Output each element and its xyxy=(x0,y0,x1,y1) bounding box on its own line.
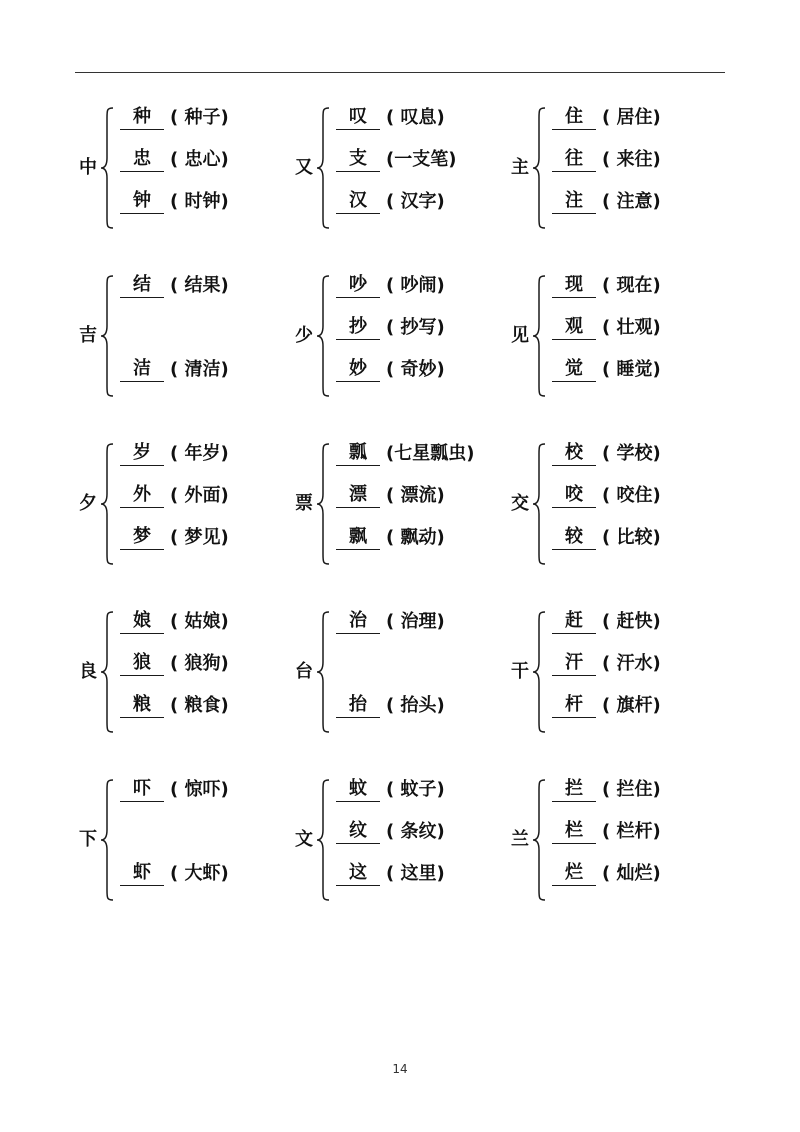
example-word: ( 惊吓) xyxy=(170,779,229,800)
entry-row xyxy=(336,862,511,886)
entry-row xyxy=(120,274,295,298)
brace-icon xyxy=(100,442,114,566)
entry-row xyxy=(552,358,727,382)
example-word: ( 抬头) xyxy=(386,695,445,716)
brace-icon xyxy=(100,778,114,902)
brace-icon xyxy=(100,274,114,398)
example-word: ( 大虾) xyxy=(170,863,229,884)
root-character: 兰 xyxy=(511,829,529,850)
entry-row xyxy=(120,610,295,634)
example-word: ( 条纹) xyxy=(386,821,445,842)
entry-row xyxy=(120,190,295,214)
entry-row xyxy=(336,820,511,844)
root-character: 中 xyxy=(79,157,97,178)
entry-row xyxy=(552,106,727,130)
answer-blank[interactable]: 吓 xyxy=(120,778,164,802)
answer-blank[interactable]: 漂 xyxy=(336,484,380,508)
example-word: ( 时钟) xyxy=(170,191,229,212)
entry-row xyxy=(552,778,727,802)
example-word: ( 睡觉) xyxy=(602,359,661,380)
entry-row xyxy=(552,694,727,718)
answer-blank[interactable]: 现 xyxy=(552,274,596,298)
example-word: ( 飘动) xyxy=(386,527,445,548)
entry-row xyxy=(336,190,511,214)
example-word: ( 外面) xyxy=(170,485,229,506)
entry-row xyxy=(120,442,295,466)
word-group xyxy=(508,610,728,740)
entry-row xyxy=(552,484,727,508)
entry-row xyxy=(120,106,295,130)
example-word: ( 叹息) xyxy=(386,107,445,128)
answer-blank[interactable]: 抬 xyxy=(336,694,380,718)
word-group xyxy=(76,274,296,404)
answer-blank[interactable]: 治 xyxy=(336,610,380,634)
answer-blank[interactable]: 忠 xyxy=(120,148,164,172)
entry-row xyxy=(120,694,295,718)
word-group xyxy=(508,106,728,236)
word-group xyxy=(292,106,512,236)
entry-row xyxy=(120,148,295,172)
answer-blank[interactable]: 虾 xyxy=(120,862,164,886)
example-word: ( 种子) xyxy=(170,107,229,128)
word-group xyxy=(76,778,296,908)
root-character: 台 xyxy=(295,661,313,682)
entry-row xyxy=(336,694,511,718)
example-word: ( 忠心) xyxy=(170,149,229,170)
entry-row xyxy=(120,526,295,550)
example-word: ( 灿烂) xyxy=(602,863,661,884)
entry-row xyxy=(552,862,727,886)
answer-blank[interactable]: 赶 xyxy=(552,610,596,634)
answer-blank[interactable]: 种 xyxy=(120,106,164,130)
brace-icon xyxy=(532,778,546,902)
word-group xyxy=(76,442,296,572)
answer-blank[interactable]: 注 xyxy=(552,190,596,214)
entry-row xyxy=(336,316,511,340)
answer-blank[interactable]: 洁 xyxy=(120,358,164,382)
example-word: ( 清洁) xyxy=(170,359,229,380)
entry-row xyxy=(336,106,511,130)
entry-row xyxy=(120,862,295,886)
example-word: ( 汉字) xyxy=(386,191,445,212)
entry-row xyxy=(552,820,727,844)
answer-blank[interactable]: 杆 xyxy=(552,694,596,718)
word-group xyxy=(508,274,728,404)
example-word: ( 注意) xyxy=(602,191,661,212)
entry-row xyxy=(336,442,511,466)
answer-blank[interactable]: 飘 xyxy=(336,526,380,550)
word-group xyxy=(292,778,512,908)
top-rule xyxy=(75,72,725,73)
entry-row xyxy=(552,316,727,340)
root-character: 见 xyxy=(511,325,529,346)
entry-row xyxy=(552,652,727,676)
root-character: 下 xyxy=(79,829,97,850)
entry-row xyxy=(552,148,727,172)
answer-blank[interactable]: 狼 xyxy=(120,652,164,676)
answer-blank[interactable]: 瓢 xyxy=(336,442,380,466)
example-word: ( 这里) xyxy=(386,863,445,884)
answer-blank[interactable]: 烂 xyxy=(552,862,596,886)
answer-blank[interactable]: 住 xyxy=(552,106,596,130)
answer-blank[interactable]: 纹 xyxy=(336,820,380,844)
example-word: ( 蚊子) xyxy=(386,779,445,800)
entry-row xyxy=(336,358,511,382)
answer-blank[interactable]: 校 xyxy=(552,442,596,466)
answer-blank[interactable]: 外 xyxy=(120,484,164,508)
answer-blank[interactable]: 汗 xyxy=(552,652,596,676)
entry-row xyxy=(336,274,511,298)
answer-blank[interactable]: 栏 xyxy=(552,820,596,844)
entry-row xyxy=(336,484,511,508)
entry-row xyxy=(336,610,511,634)
answer-blank[interactable]: 拦 xyxy=(552,778,596,802)
answer-blank[interactable]: 往 xyxy=(552,148,596,172)
example-word: ( 粮食) xyxy=(170,695,229,716)
entry-row xyxy=(120,484,295,508)
root-character: 良 xyxy=(79,661,97,682)
entry-row xyxy=(552,442,727,466)
entry-row xyxy=(120,652,295,676)
brace-icon xyxy=(316,274,330,398)
example-word: ( 姑娘) xyxy=(170,611,229,632)
example-word: ( 比较) xyxy=(602,527,661,548)
root-character: 主 xyxy=(511,157,529,178)
example-word: ( 梦见) xyxy=(170,527,229,548)
entry-row xyxy=(120,778,295,802)
answer-blank[interactable]: 支 xyxy=(336,148,380,172)
entry-row xyxy=(336,778,511,802)
entry-row xyxy=(336,526,511,550)
word-group xyxy=(292,442,512,572)
answer-blank[interactable]: 粮 xyxy=(120,694,164,718)
answer-blank[interactable]: 汉 xyxy=(336,190,380,214)
answer-blank[interactable]: 妙 xyxy=(336,358,380,382)
example-word: ( 栏杆) xyxy=(602,821,661,842)
example-word: ( 年岁) xyxy=(170,443,229,464)
brace-icon xyxy=(316,778,330,902)
brace-icon xyxy=(316,106,330,230)
example-word: ( 学校) xyxy=(602,443,661,464)
example-word: (一支笔) xyxy=(386,149,457,170)
example-word: (七星瓢虫) xyxy=(386,443,475,464)
entry-row xyxy=(552,610,727,634)
word-group xyxy=(292,274,512,404)
entry-row xyxy=(552,190,727,214)
root-character: 文 xyxy=(295,829,313,850)
answer-blank[interactable]: 观 xyxy=(552,316,596,340)
brace-icon xyxy=(532,442,546,566)
word-group xyxy=(76,106,296,236)
word-group xyxy=(76,610,296,740)
example-word: ( 拦住) xyxy=(602,779,661,800)
example-word: ( 旗杆) xyxy=(602,695,661,716)
example-word: ( 赶快) xyxy=(602,611,661,632)
root-character: 又 xyxy=(295,157,313,178)
root-character: 干 xyxy=(511,661,529,682)
answer-blank[interactable]: 蚊 xyxy=(336,778,380,802)
example-word: ( 漂流) xyxy=(386,485,445,506)
word-group xyxy=(292,610,512,740)
example-word: ( 吵闹) xyxy=(386,275,445,296)
answer-blank[interactable]: 结 xyxy=(120,274,164,298)
example-word: ( 来往) xyxy=(602,149,661,170)
brace-icon xyxy=(316,442,330,566)
example-word: ( 咬住) xyxy=(602,485,661,506)
brace-icon xyxy=(100,610,114,734)
root-character: 交 xyxy=(511,493,529,514)
root-character: 吉 xyxy=(79,325,97,346)
entry-row xyxy=(120,358,295,382)
example-word: ( 奇妙) xyxy=(386,359,445,380)
answer-blank[interactable]: 咬 xyxy=(552,484,596,508)
word-group xyxy=(508,778,728,908)
answer-blank[interactable]: 钟 xyxy=(120,190,164,214)
answer-blank[interactable]: 娘 xyxy=(120,610,164,634)
answer-blank[interactable]: 叹 xyxy=(336,106,380,130)
root-character: 票 xyxy=(295,493,313,514)
answer-blank[interactable]: 梦 xyxy=(120,526,164,550)
example-word: ( 治理) xyxy=(386,611,445,632)
answer-blank[interactable]: 这 xyxy=(336,862,380,886)
example-word: ( 抄写) xyxy=(386,317,445,338)
answer-blank[interactable]: 吵 xyxy=(336,274,380,298)
example-word: ( 居住) xyxy=(602,107,661,128)
example-word: ( 壮观) xyxy=(602,317,661,338)
brace-icon xyxy=(532,106,546,230)
brace-icon xyxy=(100,106,114,230)
answer-blank[interactable]: 较 xyxy=(552,526,596,550)
page-number: 14 xyxy=(392,1062,408,1076)
example-word: ( 结果) xyxy=(170,275,229,296)
example-word: ( 现在) xyxy=(602,275,661,296)
entry-row xyxy=(552,274,727,298)
brace-icon xyxy=(532,610,546,734)
example-word: ( 汗水) xyxy=(602,653,661,674)
entry-row xyxy=(336,148,511,172)
example-word: ( 狼狗) xyxy=(170,653,229,674)
brace-icon xyxy=(532,274,546,398)
answer-blank[interactable]: 抄 xyxy=(336,316,380,340)
answer-blank[interactable]: 觉 xyxy=(552,358,596,382)
word-group xyxy=(508,442,728,572)
root-character: 夕 xyxy=(79,493,97,514)
brace-icon xyxy=(316,610,330,734)
answer-blank[interactable]: 岁 xyxy=(120,442,164,466)
root-character: 少 xyxy=(295,325,313,346)
entry-row xyxy=(552,526,727,550)
